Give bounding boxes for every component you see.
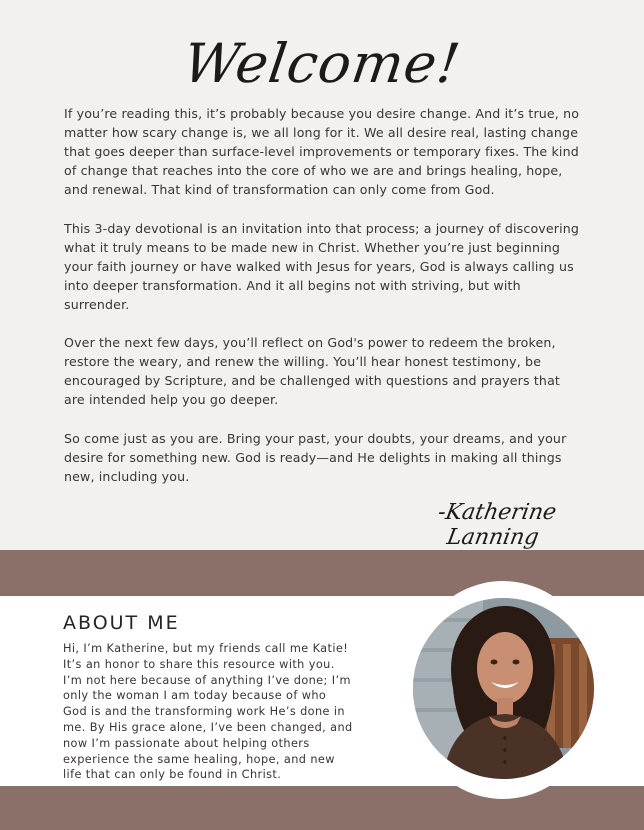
about-line: Hi, I’m Katherine, but my friends call me Katie!	[63, 642, 349, 655]
about-text	[63, 641, 393, 783]
intro-paragraph: If you’re reading this, it’s probably because you desire change. And it’s true, no matter how scary change is, we all long for it. We all desire real, lasting change that goes deeper than surface-level improvements or temporary fixes. The kind of change that reaches into the core of who we are and brings healing, hope, and renewal. That kind of transformation can only come from God.	[64, 106, 580, 198]
about-line: me. By His grace alone, I’ve been changed, and	[63, 720, 353, 734]
about-line: experience the same healing, hope, and new	[63, 752, 335, 766]
portrait-illustration	[413, 598, 594, 779]
about-heading: ABOUT ME	[63, 612, 180, 634]
about-line: only the woman I am today because of who	[63, 689, 327, 703]
intro-text	[64, 104, 584, 486]
intro-paragraph: So come just as you are. Bring your past, your doubts, your dreams, and your desire for something new. God is ready—and He delights in making all things new, including you.	[64, 430, 567, 484]
welcome-heading: Welcome!	[179, 32, 465, 95]
author-signature: -Katherine Lanning	[436, 500, 559, 550]
about-line: I’m not here because of anything I’ve done; I’m	[63, 673, 351, 687]
intro-paragraph: Over the next few days, you’ll reflect on God's power to redeem the broken, restore the weary, and renew the willing. You’ll hear honest testimony, be encouraged by Scripture, and be challenged with questions and prayers that are intended help you go deeper.	[64, 335, 561, 408]
intro-paragraph: This 3-day devotional is an invitation into that process; a journey of discovering what it truly means to be made new in Christ. Whether you’re just beginning your faith journey or have walked with Jesus for years, God is always calling us into deeper transformation. And it all begins not with striving, but with surrender.	[64, 220, 580, 312]
about-line: now I’m passionate about helping others	[63, 736, 310, 750]
divider-band-bottom	[0, 786, 644, 830]
about-line: life that can only be found in Christ.	[63, 768, 282, 782]
divider-band-top	[0, 550, 644, 596]
about-line: God is and the transforming work He’s done in	[63, 705, 345, 719]
author-photo	[413, 598, 594, 779]
about-line: It’s an honor to share this resource with you.	[63, 657, 335, 671]
